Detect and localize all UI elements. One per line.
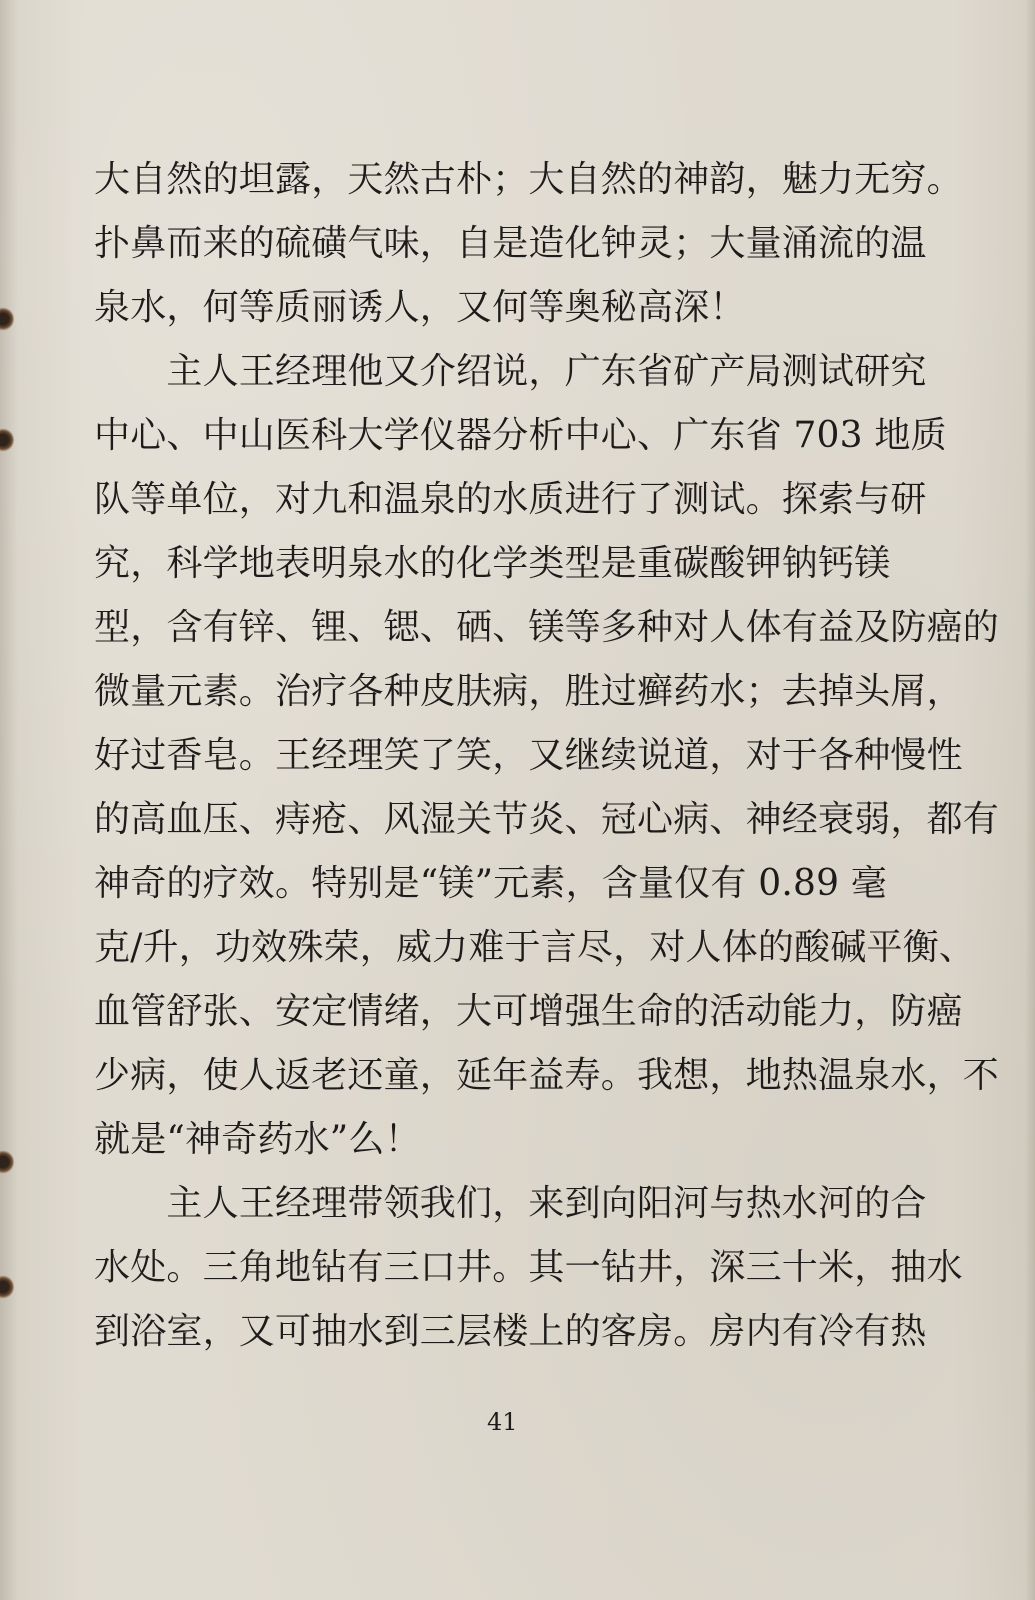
text-line-19: 到浴室，又可抽水到三层楼上的客房。房内有冷有热 [94,1311,927,1352]
text-line-13: 克/升，功效殊荣，威力难于言尽，对人体的酸碱平衡、 [94,927,976,968]
page-number: 41 [487,1408,518,1436]
text-line-16: 就是“神奇药水”么！ [94,1119,421,1160]
page-binding-shadow [0,0,18,1600]
body-text [94,148,1000,1364]
text-line-17: 主人王经理带领我们，来到向阳河与热水河的合 [94,1183,927,1224]
text-line-3: 泉水，何等质丽诱人，又何等奥秘高深！ [94,287,746,328]
text-line-4: 主人王经理他又介绍说，广东省矿产局测试研究 [94,351,927,392]
page-edge-shadow [1025,0,1035,1600]
text-line-10: 好过香皂。王经理笑了笑，又继续说道，对于各种慢性 [94,735,963,776]
text-line-8: 型，含有锌、锂、锶、硒、镁等多种对人体有益及防癌的 [94,607,1000,648]
text-line-7: 究，科学地表明泉水的化学类型是重碳酸钾钠钙镁 [94,543,891,584]
text-line-2: 扑鼻而来的硫磺气味，自是造化钟灵；大量涌流的温 [94,223,927,264]
text-line-12: 神奇的疗效。特别是“镁”元素，含量仅有 0.89 毫 [94,863,888,904]
text-line-6: 队等单位，对九和温泉的水质进行了测试。探索与研 [94,479,927,520]
text-line-9: 微量元素。治疗各种皮肤病，胜过癣药水；去掉头屑， [94,671,963,712]
text-line-15: 少病，使人返老还童，延年益寿。我想，地热温泉水，不 [94,1055,1000,1096]
text-line-11: 的高血压、痔疮、风湿关节炎、冠心病、神经衰弱，都有 [94,799,1000,840]
text-line-14: 血管舒张、安定情绪，大可增强生命的活动能力，防癌 [94,991,963,1032]
text-line-18: 水处。三角地钻有三口井。其一钻井，深三十米，抽水 [94,1247,963,1288]
text-line-1: 大自然的坦露，天然古朴；大自然的神韵，魅力无穷。 [94,159,963,200]
text-line-5: 中心、中山医科大学仪器分析中心、广东省 703 地质 [94,415,947,456]
